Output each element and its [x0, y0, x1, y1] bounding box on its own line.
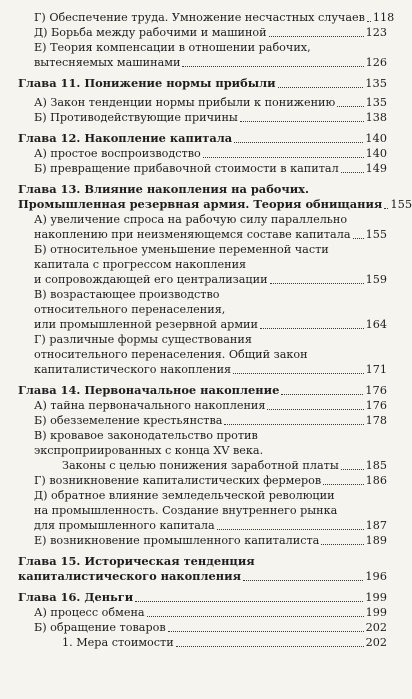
- toc-entry: [18, 272, 387, 287]
- toc-entry-text: В) возрастающее производство: [34, 288, 220, 301]
- chapter-heading: [18, 131, 387, 146]
- toc-entry: [18, 55, 387, 70]
- toc-page-number: 118: [372, 11, 395, 24]
- leader-dots: [384, 207, 388, 209]
- toc-entry-text: экспроприированных с конца XV века.: [34, 444, 264, 457]
- toc-page-number: 159: [365, 273, 387, 286]
- toc-entry-text: для промышленного капитала: [34, 519, 215, 532]
- toc-page-number: 123: [365, 26, 387, 39]
- toc-entry: [18, 620, 387, 635]
- toc-entry-text: Б) обезземеление крестьянства: [34, 414, 223, 427]
- leader-dots: [182, 65, 363, 67]
- toc-page-number: 138: [365, 111, 387, 124]
- chapter-title: Глава 11. Понижение нормы прибыли: [18, 76, 276, 90]
- toc-page-number: 199: [365, 590, 387, 604]
- toc-entry-text: Е) возникновение промышленного капиталиста: [34, 534, 320, 547]
- chapter-title: Глава 15. Историческая тенденция: [18, 554, 255, 568]
- toc-page-number: 155: [365, 228, 387, 241]
- chapter-title: Глава 12. Накопление капитала: [18, 131, 233, 145]
- toc-entry: [18, 110, 387, 125]
- toc-entry-text: Б) Противодействующие причины: [34, 111, 238, 124]
- toc-entry-text: 1. Мера стоимости: [62, 636, 174, 649]
- toc-entry: [18, 635, 387, 650]
- leader-dots: [243, 579, 363, 581]
- toc-entry: [18, 146, 387, 161]
- leader-dots: [135, 600, 363, 602]
- leader-dots: [240, 120, 364, 122]
- toc-entry-text: Б) относительное уменьшение переменной части: [34, 243, 329, 256]
- toc-entry-text: капитала с прогрессом накопления: [34, 258, 247, 271]
- leader-dots: [341, 171, 364, 173]
- leader-dots: [147, 615, 364, 617]
- toc-entry-text: капиталистического накопления: [34, 363, 232, 376]
- leader-dots: [217, 528, 364, 530]
- chapter-heading: [18, 197, 412, 212]
- toc-entry-text: и сопровождающей его централизации: [34, 273, 268, 286]
- toc-page-number: 202: [365, 636, 387, 649]
- toc-entry-text: вытесняемых машинами: [34, 56, 181, 69]
- toc-entry-text: Г) различные формы существования: [34, 333, 252, 346]
- toc-page-number: 126: [365, 56, 387, 69]
- leader-dots: [224, 423, 363, 425]
- toc-entry-text: Е) Теория компенсации в отношении рабочих,: [34, 41, 311, 54]
- leader-dots: [353, 237, 364, 239]
- leader-dots: [367, 20, 371, 22]
- chapter-title: Глава 13. Влияние накопления на рабочих.: [18, 182, 309, 196]
- toc-entry: [18, 161, 387, 176]
- leader-dots: [168, 630, 364, 632]
- chapter-title: Глава 14. Первоначальное накопление: [18, 383, 280, 397]
- leader-dots: [270, 282, 364, 284]
- toc-page-number: 135: [365, 96, 387, 109]
- toc-entry-text: или промышленной резервной армии: [34, 318, 258, 331]
- toc-page-number: 149: [365, 162, 387, 175]
- toc-entry: [18, 362, 387, 377]
- leader-dots: [260, 327, 364, 329]
- toc-entry: [18, 605, 387, 620]
- toc-page-number: 155: [390, 197, 412, 211]
- leader-dots: [233, 372, 364, 374]
- toc-page-number: 140: [365, 147, 387, 160]
- toc-entry: [18, 458, 387, 473]
- toc-entry: [18, 95, 387, 110]
- toc-entry-text: Г) возникновение капиталистических фермеров: [34, 474, 322, 487]
- toc-entry-text: накоплению при неизменяющемся составе капитала: [34, 228, 351, 241]
- leader-dots: [176, 645, 364, 647]
- toc-page-number: 186: [365, 474, 387, 487]
- toc-entry: [18, 227, 387, 242]
- toc-page-number: 199: [365, 606, 387, 619]
- toc-page-number: 187: [365, 519, 387, 532]
- chapter-title: капиталистического накопления: [18, 569, 241, 583]
- toc-entry-text: А) тайна первоначального накопления: [34, 399, 266, 412]
- toc-entry: [18, 473, 387, 488]
- chapter-title: Глава 16. Деньги: [18, 590, 134, 604]
- chapter-title: Промышленная резервная армия. Теория обнищания: [18, 197, 383, 211]
- toc-page-number: 140: [365, 131, 387, 145]
- toc-entry-text: А) простое воспроизводство: [34, 147, 201, 160]
- leader-dots: [234, 141, 363, 143]
- toc-page-number: 176: [365, 399, 387, 412]
- toc-page-number: 185: [365, 459, 387, 472]
- toc-entry: [18, 317, 387, 332]
- chapter-heading: [18, 383, 387, 398]
- leader-dots: [323, 483, 364, 485]
- toc-entry-text: А) увеличение спроса на рабочую силу параллельно: [34, 213, 348, 226]
- chapter-heading: [18, 76, 387, 91]
- toc-entry: [18, 518, 387, 533]
- toc-page-number: 135: [365, 76, 387, 90]
- toc-entry-text: относительного перенаселения,: [34, 303, 226, 316]
- toc-entry: [18, 25, 387, 40]
- leader-dots: [281, 393, 363, 395]
- chapter-heading: [18, 569, 387, 584]
- toc-page-number: 178: [365, 414, 387, 427]
- leader-dots: [341, 468, 364, 470]
- toc-entry-text: Б) обращение товаров: [34, 621, 166, 634]
- leader-dots: [203, 156, 364, 158]
- toc-page-number: 176: [365, 383, 387, 397]
- toc-page-number: 189: [365, 534, 387, 547]
- toc-entry-text: А) процесс обмена: [34, 606, 145, 619]
- toc-entry-text: Д) Борьба между рабочими и машиной: [34, 26, 267, 39]
- toc-page-number: 202: [365, 621, 387, 634]
- toc-entry-text: А) Закон тенденции нормы прибыли к понижению: [34, 96, 336, 109]
- chapter-heading: [18, 590, 387, 605]
- leader-dots: [269, 35, 364, 37]
- toc-entry: [18, 398, 387, 413]
- toc-entry-text: Г) Обеспечение труда. Умножение несчастных случаев: [34, 11, 365, 24]
- toc-entry-text: относительного перенаселения. Общий закон: [34, 348, 308, 361]
- toc-entry-text: В) кровавое законодательство против: [34, 429, 258, 442]
- toc-entry-text: Законы с целью понижения заработной платы: [62, 459, 339, 472]
- leader-dots: [337, 105, 363, 107]
- toc-entry-text: Д) обратное влияние земледельческой революции: [34, 489, 335, 502]
- toc-page-number: 196: [365, 569, 387, 583]
- toc-entry-text: на промышленность. Создание внутреннего рынка: [34, 504, 338, 517]
- leader-dots: [321, 543, 363, 545]
- leader-dots: [278, 86, 364, 88]
- toc-page-number: 171: [365, 363, 387, 376]
- table-of-contents: [18, 10, 412, 650]
- leader-dots: [267, 408, 363, 410]
- toc-page-number: 164: [365, 318, 387, 331]
- toc-entry: [18, 413, 387, 428]
- toc-entry: [18, 10, 395, 25]
- toc-entry: [18, 533, 387, 548]
- toc-entry-text: Б) превращение прибавочной стоимости в капитал: [34, 162, 339, 175]
